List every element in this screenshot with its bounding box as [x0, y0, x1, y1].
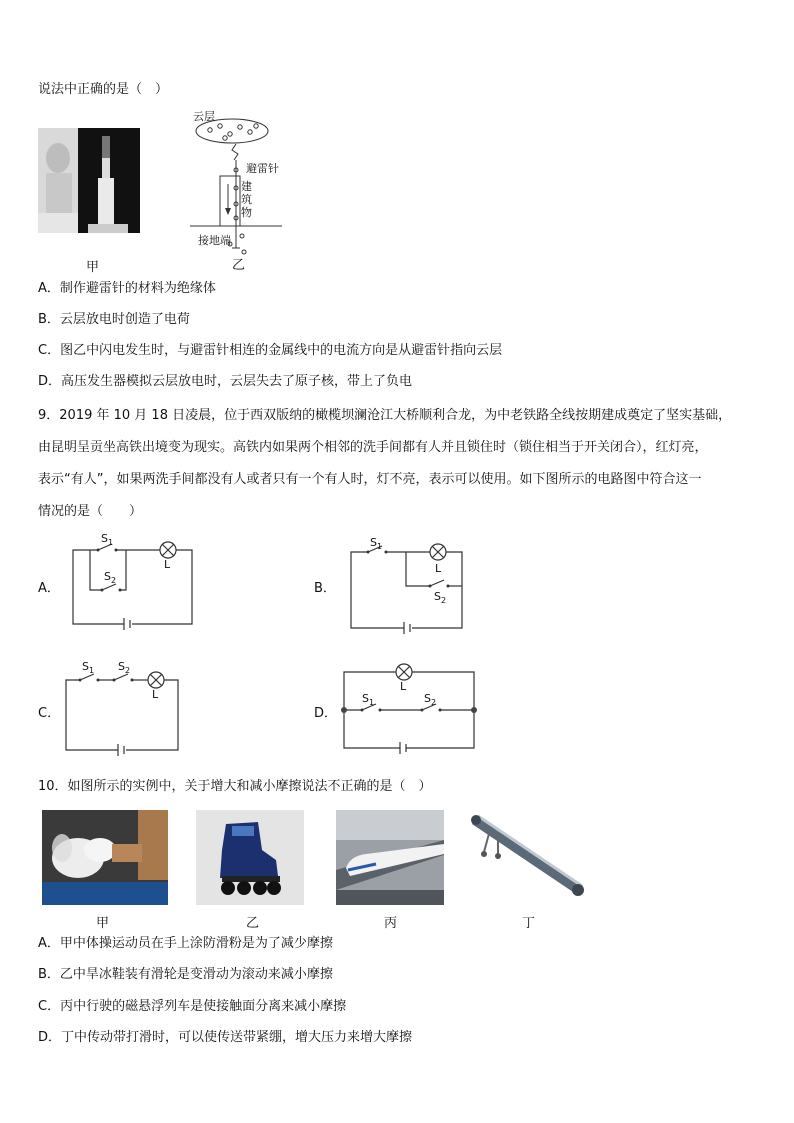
circuit-a	[68, 532, 196, 634]
circuit-d-lamp-label: L	[400, 680, 407, 693]
photo-jia-caption: 甲	[96, 916, 110, 931]
photo-bing-maglev-train	[336, 810, 444, 905]
q8-option-b: B．云层放电时创造了电荷	[38, 312, 190, 327]
q8-stem-tail: 说法中正确的是（ ）	[38, 82, 169, 97]
figure-yi-lightning-diagram	[190, 108, 290, 273]
q9-option-a-label: A．	[38, 581, 60, 596]
circuit-c-s2-label: $S_2$	[118, 660, 131, 676]
q8-option-a: A．制作避雷针的材料为绝缘体	[38, 281, 216, 296]
circuit-d-s2-label: $S_2$	[424, 692, 437, 708]
figure-yi-caption: 乙	[232, 258, 246, 273]
q10-stem: 10．如图所示的实例中，关于增大和减小摩擦说法不正确的是（ ）	[38, 779, 432, 794]
circuit-b-s1-label: $S_1$	[370, 536, 383, 552]
q9-option-b-label: B．	[314, 581, 336, 596]
circuit-a-s1-label: $S_1$	[101, 532, 114, 548]
circuit-c-s1-label: $S_1$	[82, 660, 95, 676]
q9-stem: 9．2019 年 10 月 18 日凌晨，位于西双版纳的橄榄坝澜沧江大桥顺利合龙，为中老铁路全线按期建成奠定了坚实基础， 由昆明呈贡坐高铁出境变为现实。高铁内如果两个相邻的洗手间都有人并且锁住时（锁住相当于开关闭合），红灯亮， 表示“有人”，如果两洗手间都没有人或者只有一个有人时，灯不亮，表示可以使用。如下图所示的电路图中符合这一 情况的是（ ）	[38, 408, 732, 519]
q10-option-d: D．丁中传动带打滑时，可以使传送带紧绷，增大压力来增大摩擦	[38, 1030, 413, 1045]
q9-option-d-label: D．	[314, 706, 338, 721]
q8-option-d: D．高压发生器模拟云层放电时，云层失去了原子核，带上了负电	[38, 374, 413, 389]
photo-bing-caption: 丙	[384, 916, 398, 931]
circuit-c-lamp-label: L	[152, 688, 159, 701]
q10-option-c: C．丙中行驶的磁悬浮列车是使接触面分离来减小摩擦	[38, 999, 347, 1014]
label-cloud: 云层	[193, 110, 215, 123]
q9-option-c-label: C．	[38, 706, 61, 721]
circuit-a-lamp-label: L	[164, 558, 171, 571]
q8-option-c: C．图乙中闪电发生时，与避雷针相连的金属线中的电流方向是从避雷针指向云层	[38, 343, 503, 358]
photo-jia-chalk-hands	[42, 810, 168, 905]
label-ground-terminal: 接地端	[198, 234, 231, 247]
circuit-d-s1-label: $S_1$	[362, 692, 375, 708]
photo-ding-caption: 丁	[522, 916, 536, 931]
circuit-d	[338, 658, 482, 760]
q10-option-a: A．甲中体操运动员在手上涂防滑粉是为了减少摩擦	[38, 936, 333, 951]
figure-jia-caption: 甲	[86, 260, 100, 275]
label-lightning-rod: 避雷针	[246, 162, 279, 175]
photo-yi-inline-skate	[196, 810, 304, 905]
circuit-b-lamp-label: L	[435, 562, 442, 575]
figure-jia-photo	[38, 128, 140, 233]
circuit-b-s2-label: $S_2$	[434, 590, 447, 606]
q10-option-b: B．乙中旱冰鞋装有滑轮是变滑动为滚动来减小摩擦	[38, 967, 333, 982]
circuit-b	[346, 536, 468, 638]
photo-yi-caption: 乙	[246, 916, 260, 931]
photo-ding-conveyor-belt	[470, 810, 586, 905]
label-building: 建 筑 物	[241, 180, 252, 219]
circuit-a-s2-label: $S_2$	[104, 570, 117, 586]
